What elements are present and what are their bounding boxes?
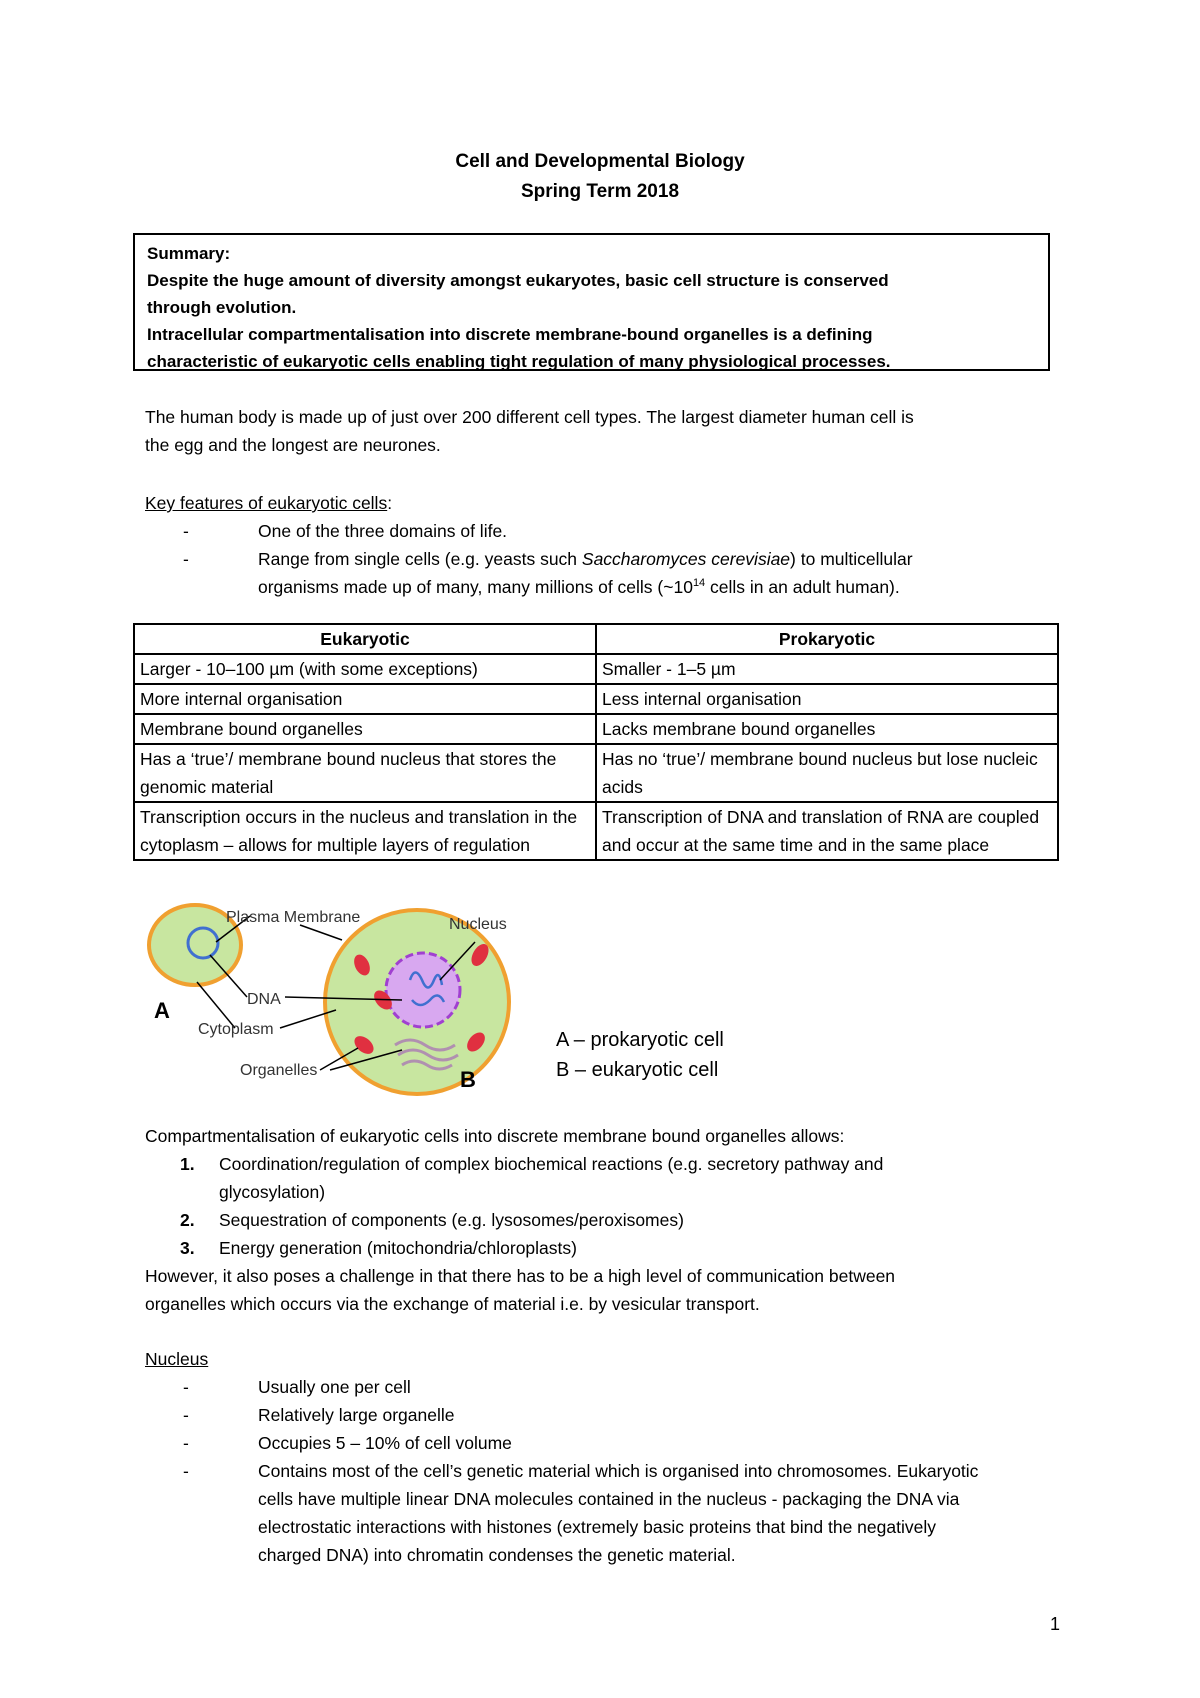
exponent: 14 bbox=[692, 577, 706, 590]
summary-heading: Summary: bbox=[147, 244, 231, 263]
page-number: 1 bbox=[1049, 1614, 1060, 1634]
list-item bbox=[183, 545, 1083, 601]
bullet-dash: - bbox=[183, 1377, 189, 1397]
comparison-table bbox=[133, 623, 1059, 861]
numbered-item: Sequestration of components (e.g. lysosomes/peroxisomes) bbox=[219, 1210, 684, 1230]
table-cell: Membrane bound organelles bbox=[134, 714, 596, 744]
label-organelles: Organelles bbox=[240, 1062, 318, 1079]
diagram-caption-a: A – prokaryotic cell bbox=[556, 1029, 724, 1051]
compart-intro: Compartmentalisation of eukaryotic cells into discrete membrane bound organelles allows: bbox=[145, 1126, 845, 1146]
list-item bbox=[183, 1429, 1083, 1457]
table-cell: Smaller - 1–5 µm bbox=[596, 654, 1058, 684]
table-cell: Has no ‘true’/ membrane bound nucleus but lose nucleic acids bbox=[596, 744, 1058, 802]
table-cell: Has a ‘true’/ membrane bound nucleus that stores the genomic material bbox=[134, 744, 596, 802]
table-cell: Transcription occurs in the nucleus and translation in the cytoplasm – allows for multiple layers of regulation bbox=[134, 802, 596, 860]
list-item-text: Relatively large organelle bbox=[258, 1405, 455, 1425]
summary-line: Despite the huge amount of diversity amongst eukaryotes, basic cell structure is conserved bbox=[147, 271, 889, 290]
cell-diagram bbox=[140, 900, 560, 1100]
label-dna: DNA bbox=[247, 991, 281, 1008]
key-features-colon: : bbox=[387, 493, 393, 513]
numbered-item-number: 1. bbox=[180, 1154, 195, 1174]
list-item bbox=[183, 1373, 1083, 1401]
label-a: A bbox=[154, 998, 170, 1023]
intro-line: The human body is made up of just over 200 different cell types. The largest diameter human cell is bbox=[145, 407, 914, 427]
pointer-line bbox=[300, 925, 342, 940]
table-row bbox=[134, 684, 1058, 714]
table-row bbox=[134, 802, 1058, 860]
nucleus-shape bbox=[386, 953, 460, 1027]
numbered-item: Energy generation (mitochondria/chloroplasts) bbox=[219, 1238, 577, 1258]
bullet-dash: - bbox=[183, 1461, 189, 1481]
summary-line: characteristic of eukaryotic cells enabling tight regulation of many physiological processes. bbox=[147, 352, 891, 371]
list-item-text: Usually one per cell bbox=[258, 1377, 411, 1397]
table-row bbox=[134, 714, 1058, 744]
nucleus-heading: Nucleus bbox=[145, 1349, 209, 1369]
compart-however: However, it also poses a challenge in that there has to be a high level of communication between organelles which occurs via the exchange of material i.e. by vesicular transport. bbox=[145, 1266, 896, 1314]
table-header-cell: Eukaryotic bbox=[134, 624, 596, 654]
summary-line: Intracellular compartmentalisation into discrete membrane-bound organelles is a defining bbox=[147, 325, 873, 344]
intro-paragraph bbox=[145, 403, 1065, 459]
label-b: B bbox=[460, 1067, 476, 1092]
table-header-row bbox=[134, 624, 1058, 654]
bullet-dash: - bbox=[183, 1433, 189, 1453]
label-plasma-membrane: Plasma Membrane bbox=[226, 909, 361, 926]
list-item-text: Range from single cells (e.g. yeasts such Saccharomyces cerevisiae) to multicellular organisms made up of many, many millions of cells ($\sim 10^{14}$ cells in an adult human). bbox=[258, 549, 913, 597]
table-row bbox=[134, 744, 1058, 802]
list-item-text: One of the three domains of life. bbox=[258, 521, 508, 541]
table-row bbox=[134, 654, 1058, 684]
list-item bbox=[183, 517, 1083, 545]
summary-box bbox=[133, 233, 1050, 371]
summary-line: through evolution. bbox=[147, 298, 297, 317]
intro-line: the egg and the longest are neurones. bbox=[145, 435, 441, 455]
diagram-caption-b: B – eukaryotic cell bbox=[556, 1059, 719, 1081]
table-cell: Larger - 10–100 µm (with some exceptions) bbox=[134, 654, 596, 684]
numbered-item-number: 2. bbox=[180, 1210, 195, 1230]
page-title: Cell and Developmental Biology bbox=[455, 151, 745, 172]
label-cytoplasm: Cytoplasm bbox=[198, 1021, 274, 1038]
list-item-text: Occupies 5 – 10% of cell volume bbox=[258, 1433, 512, 1453]
bullet-dash: - bbox=[183, 521, 189, 541]
species-name: Saccharomyces cerevisiae bbox=[581, 549, 791, 569]
table-cell: More internal organisation bbox=[134, 684, 596, 714]
numbered-item: Coordination/regulation of complex biochemical reactions (e.g. secretory pathway and glycosylation) bbox=[219, 1154, 884, 1202]
list-item-text: Contains most of the cell’s genetic material which is organised into chromosomes. Eukaryotic cells have multiple linear DNA molecules contained in the nucleus - packaging the DNA via electrostatic interactions with histones (extremely basic proteins that bind the negatively charged DNA) into chromatin condenses the genetic material. bbox=[258, 1461, 979, 1565]
bullet-dash: - bbox=[183, 549, 189, 569]
label-nucleus: Nucleus bbox=[449, 916, 507, 933]
table-cell: Lacks membrane bound organelles bbox=[596, 714, 1058, 744]
page-subtitle: Spring Term 2018 bbox=[520, 181, 680, 202]
key-features-heading bbox=[145, 489, 1065, 517]
bullet-dash: - bbox=[183, 1405, 189, 1425]
table-cell: Transcription of DNA and translation of RNA are coupled and occur at the same time and in the same place bbox=[596, 802, 1058, 860]
key-features-heading-text: Key features of eukaryotic cells bbox=[145, 493, 388, 513]
list-item bbox=[183, 1457, 1083, 1569]
table-header-cell: Prokaryotic bbox=[596, 624, 1058, 654]
numbered-item-number: 3. bbox=[180, 1238, 195, 1258]
list-item bbox=[183, 1401, 1083, 1429]
table-cell: Less internal organisation bbox=[596, 684, 1058, 714]
